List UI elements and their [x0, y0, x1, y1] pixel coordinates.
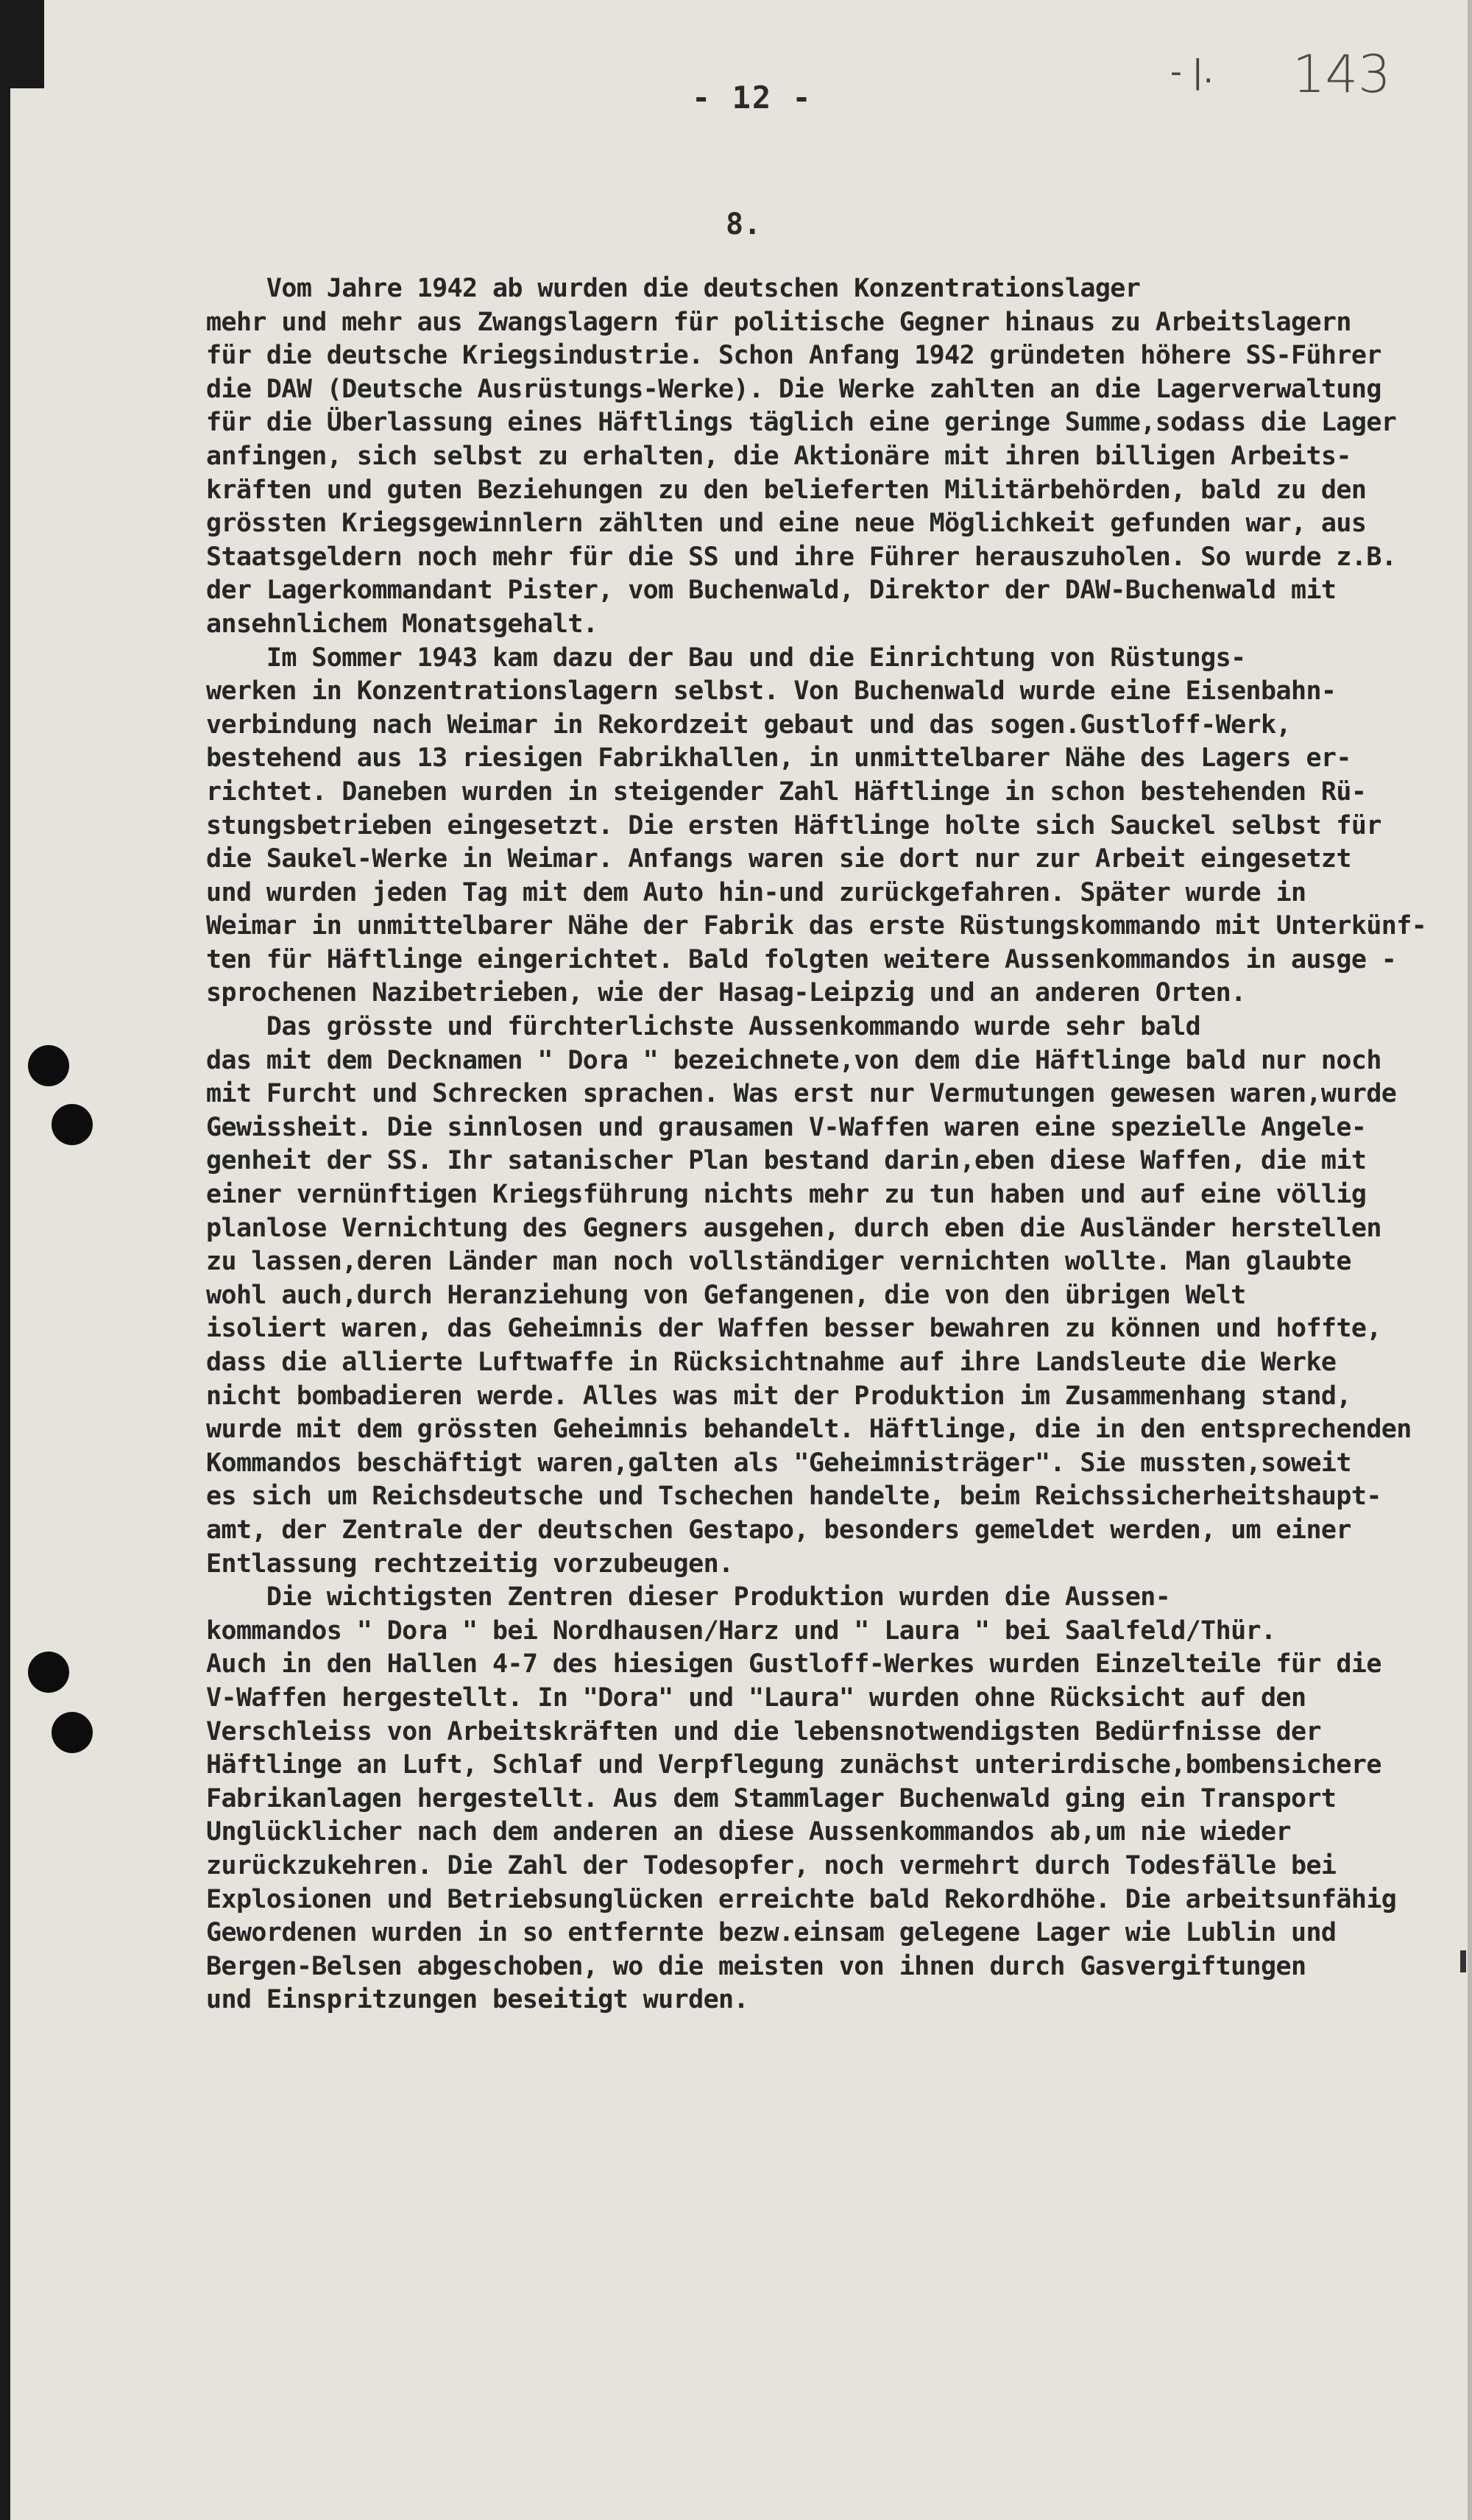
punch-hole [52, 1104, 93, 1145]
text-line: wohl auch,durch Heranziehung von Gefangenen, die von den übrigen Welt [206, 1280, 1246, 1310]
archive-number: 143 [1292, 44, 1391, 105]
text-line: die DAW (Deutsche Ausrüstungs-Werke). Die Werke zahlten an die Lagerverwaltung [206, 374, 1381, 404]
text-line: Vom Jahre 1942 ab wurden die deutschen Konzentrationslager [206, 274, 1141, 303]
text-line: Bergen-Belsen abgeschoben, wo die meisten von ihnen durch Gasvergiftungen [206, 1951, 1306, 1981]
text-line: richtet. Daneben wurden in steigender Zahl Häftlinge in schon bestehenden Rü- [206, 776, 1367, 807]
text-line: stungsbetrieben eingesetzt. Die ersten Häftlinge holte sich Sauckel selbst für [206, 810, 1381, 840]
text-line: Häftlinge an Luft, Schlaf und Verpflegung zunächst unterirdische,bombensichere [206, 1750, 1381, 1780]
text-line: bestehend aus 13 riesigen Fabrikhallen, in unmittelbarer Nähe des Lagers er- [206, 743, 1351, 774]
text-line: zurückzukehren. Die Zahl der Todesopfer, noch vermehrt durch Todesfälle bei [206, 1850, 1337, 1880]
text-line: für die deutsche Kriegsindustrie. Schon Anfang 1942 gründeten höhere SS-Führer [206, 341, 1381, 371]
text-line: Entlassung rechtzeitig vorzubeugen. [206, 1549, 734, 1579]
text-line: die Saukel-Werke in Weimar. Anfangs waren sie dort nur zur Arbeit eingesetzt [206, 844, 1351, 874]
text-line: anfingen, sich selbst zu erhalten, die Aktionäre mit ihren billigen Arbeits- [206, 441, 1351, 471]
text-line: ten für Häftlinge eingerichtet. Bald folgten weitere Aussenkommandos in ausge - [206, 944, 1397, 974]
text-line: grössten Kriegsgewinnlern zählten und eine neue Möglichkeit gefunden war, aus [206, 509, 1367, 539]
text-line: Die wichtigsten Zentren dieser Produktion wurden die Aussen- [206, 1582, 1171, 1613]
text-line: werken in Konzentrationslagern selbst. Von Buchenwald wurde eine Eisenbahn- [206, 676, 1337, 707]
text-line: amt, der Zentrale der deutschen Gestapo, besonders gemeldet werden, um einer [206, 1515, 1351, 1545]
text-line: und wurden jeden Tag mit dem Auto hin-und zurückgefahren. Später wurde in [206, 877, 1306, 907]
text-line: Explosionen und Betriebsunglücken erreichte bald Rekordhöhe. Die arbeitsunfähig [206, 1884, 1397, 1914]
body-text [206, 272, 1427, 2017]
text-line: isoliert waren, das Geheimnis der Waffen besser bewahren zu können und hoffte, [206, 1314, 1381, 1344]
edge-mark [1460, 1950, 1466, 1972]
text-line: Weimar in unmittelbarer Nähe der Fabrik das erste Rüstungskommando mit Unterkünf- [206, 911, 1427, 941]
scan-right-edge [1468, 0, 1472, 2520]
scan-left-edge [0, 0, 10, 2520]
text-line: einer vernünftigen Kriegsführung nichts mehr zu tun haben und auf eine völlig [206, 1180, 1367, 1210]
text-line: Fabrikanlagen hergestellt. Aus dem Stammlager Buchenwald ging ein Transport [206, 1783, 1337, 1813]
text-line: mehr und mehr aus Zwangslagern für politische Gegner hinaus zu Arbeitslagern [206, 307, 1351, 337]
text-line: kommandos " Dora " bei Nordhausen/Harz und " Laura " bei Saalfeld/Thür. [206, 1615, 1276, 1646]
text-line: genheit der SS. Ihr satanischer Plan bestand darin,eben diese Waffen, die mit [206, 1146, 1367, 1176]
text-line: kräften und guten Beziehungen zu den belieferten Militärbehörden, bald zu den [206, 475, 1367, 505]
archive-handwritten-mark: - |. [1170, 53, 1214, 91]
text-line: nicht bombadieren werde. Alles was mit der Produktion im Zusammenhang stand, [206, 1381, 1351, 1411]
page-number: - 12 - [692, 79, 813, 116]
text-line: mit Furcht und Schrecken sprachen. Was erst nur Vermutungen gewesen waren,wurde [206, 1079, 1397, 1109]
text-line: der Lagerkommandant Pister, vom Buchenwald, Direktor der DAW-Buchenwald mit [206, 576, 1337, 606]
punch-hole [28, 1652, 69, 1693]
text-line: planlose Vernichtung des Gegners ausgehen, durch eben die Ausländer herstellen [206, 1213, 1381, 1243]
text-line: Verschleiss von Arbeitskräften und die lebensnotwendigsten Bedürfnisse der [206, 1716, 1321, 1746]
text-line: Unglücklicher nach dem anderen an diese Aussenkommandos ab,um nie wieder [206, 1817, 1291, 1847]
text-line: Gewordenen wurden in so entfernte bezw.einsam gelegene Lager wie Lublin und [206, 1918, 1337, 1948]
text-line: dass die allierte Luftwaffe in Rücksichtnahme auf ihre Landsleute die Werke [206, 1348, 1337, 1377]
punch-hole [52, 1712, 93, 1753]
section-number: 8. [726, 208, 762, 241]
text-line: das mit dem Decknamen " Dora " bezeichnete,von dem die Häftlinge bald nur noch [206, 1045, 1381, 1075]
text-line: verbindung nach Weimar in Rekordzeit gebaut und das sogen.Gustloff-Werk, [206, 709, 1291, 740]
text-line: Auch in den Hallen 4-7 des hiesigen Gustloff-Werkes wurden Einzelteile für die [206, 1649, 1381, 1680]
text-line: es sich um Reichsdeutsche und Tschechen handelte, beim Reichssicherheitshaupt- [206, 1482, 1381, 1512]
text-line: Im Sommer 1943 kam dazu der Bau und die Einrichtung von Rüstungs- [206, 643, 1246, 673]
text-line: sprochenen Nazibetrieben, wie der Hasag-Leipzig und an anderen Orten. [206, 978, 1246, 1008]
text-line: Kommandos beschäftigt waren,galten als "Geheimnisträger". Sie mussten,soweit [206, 1448, 1351, 1478]
text-line: Staatsgeldern noch mehr für die SS und ihre Führer herauszuholen. So wurde z.B. [206, 542, 1397, 572]
text-line: ansehnlichem Monatsgehalt. [206, 609, 598, 639]
text-line: und Einspritzungen beseitigt wurden. [206, 1985, 749, 2015]
text-line: Das grösste und fürchterlichste Aussenkommando wurde sehr bald [206, 1012, 1201, 1042]
text-line: für die Überlassung eines Häftlings täglich eine geringe Summe,sodass die Lager [206, 408, 1397, 438]
punch-hole [28, 1045, 69, 1086]
text-line: V-Waffen hergestellt. In "Dora" und "Laura" wurden ohne Rücksicht auf den [206, 1682, 1306, 1713]
text-line: zu lassen,deren Länder man noch vollständiger vernichten wollte. Man glaubte [206, 1247, 1351, 1277]
text-line: Gewissheit. Die sinnlosen und grausamen V-Waffen waren eine spezielle Angele- [206, 1112, 1367, 1142]
scan-corner-shadow [0, 0, 44, 88]
text-line: wurde mit dem grössten Geheimnis behandelt. Häftlinge, die in den entsprechenden [206, 1415, 1412, 1445]
